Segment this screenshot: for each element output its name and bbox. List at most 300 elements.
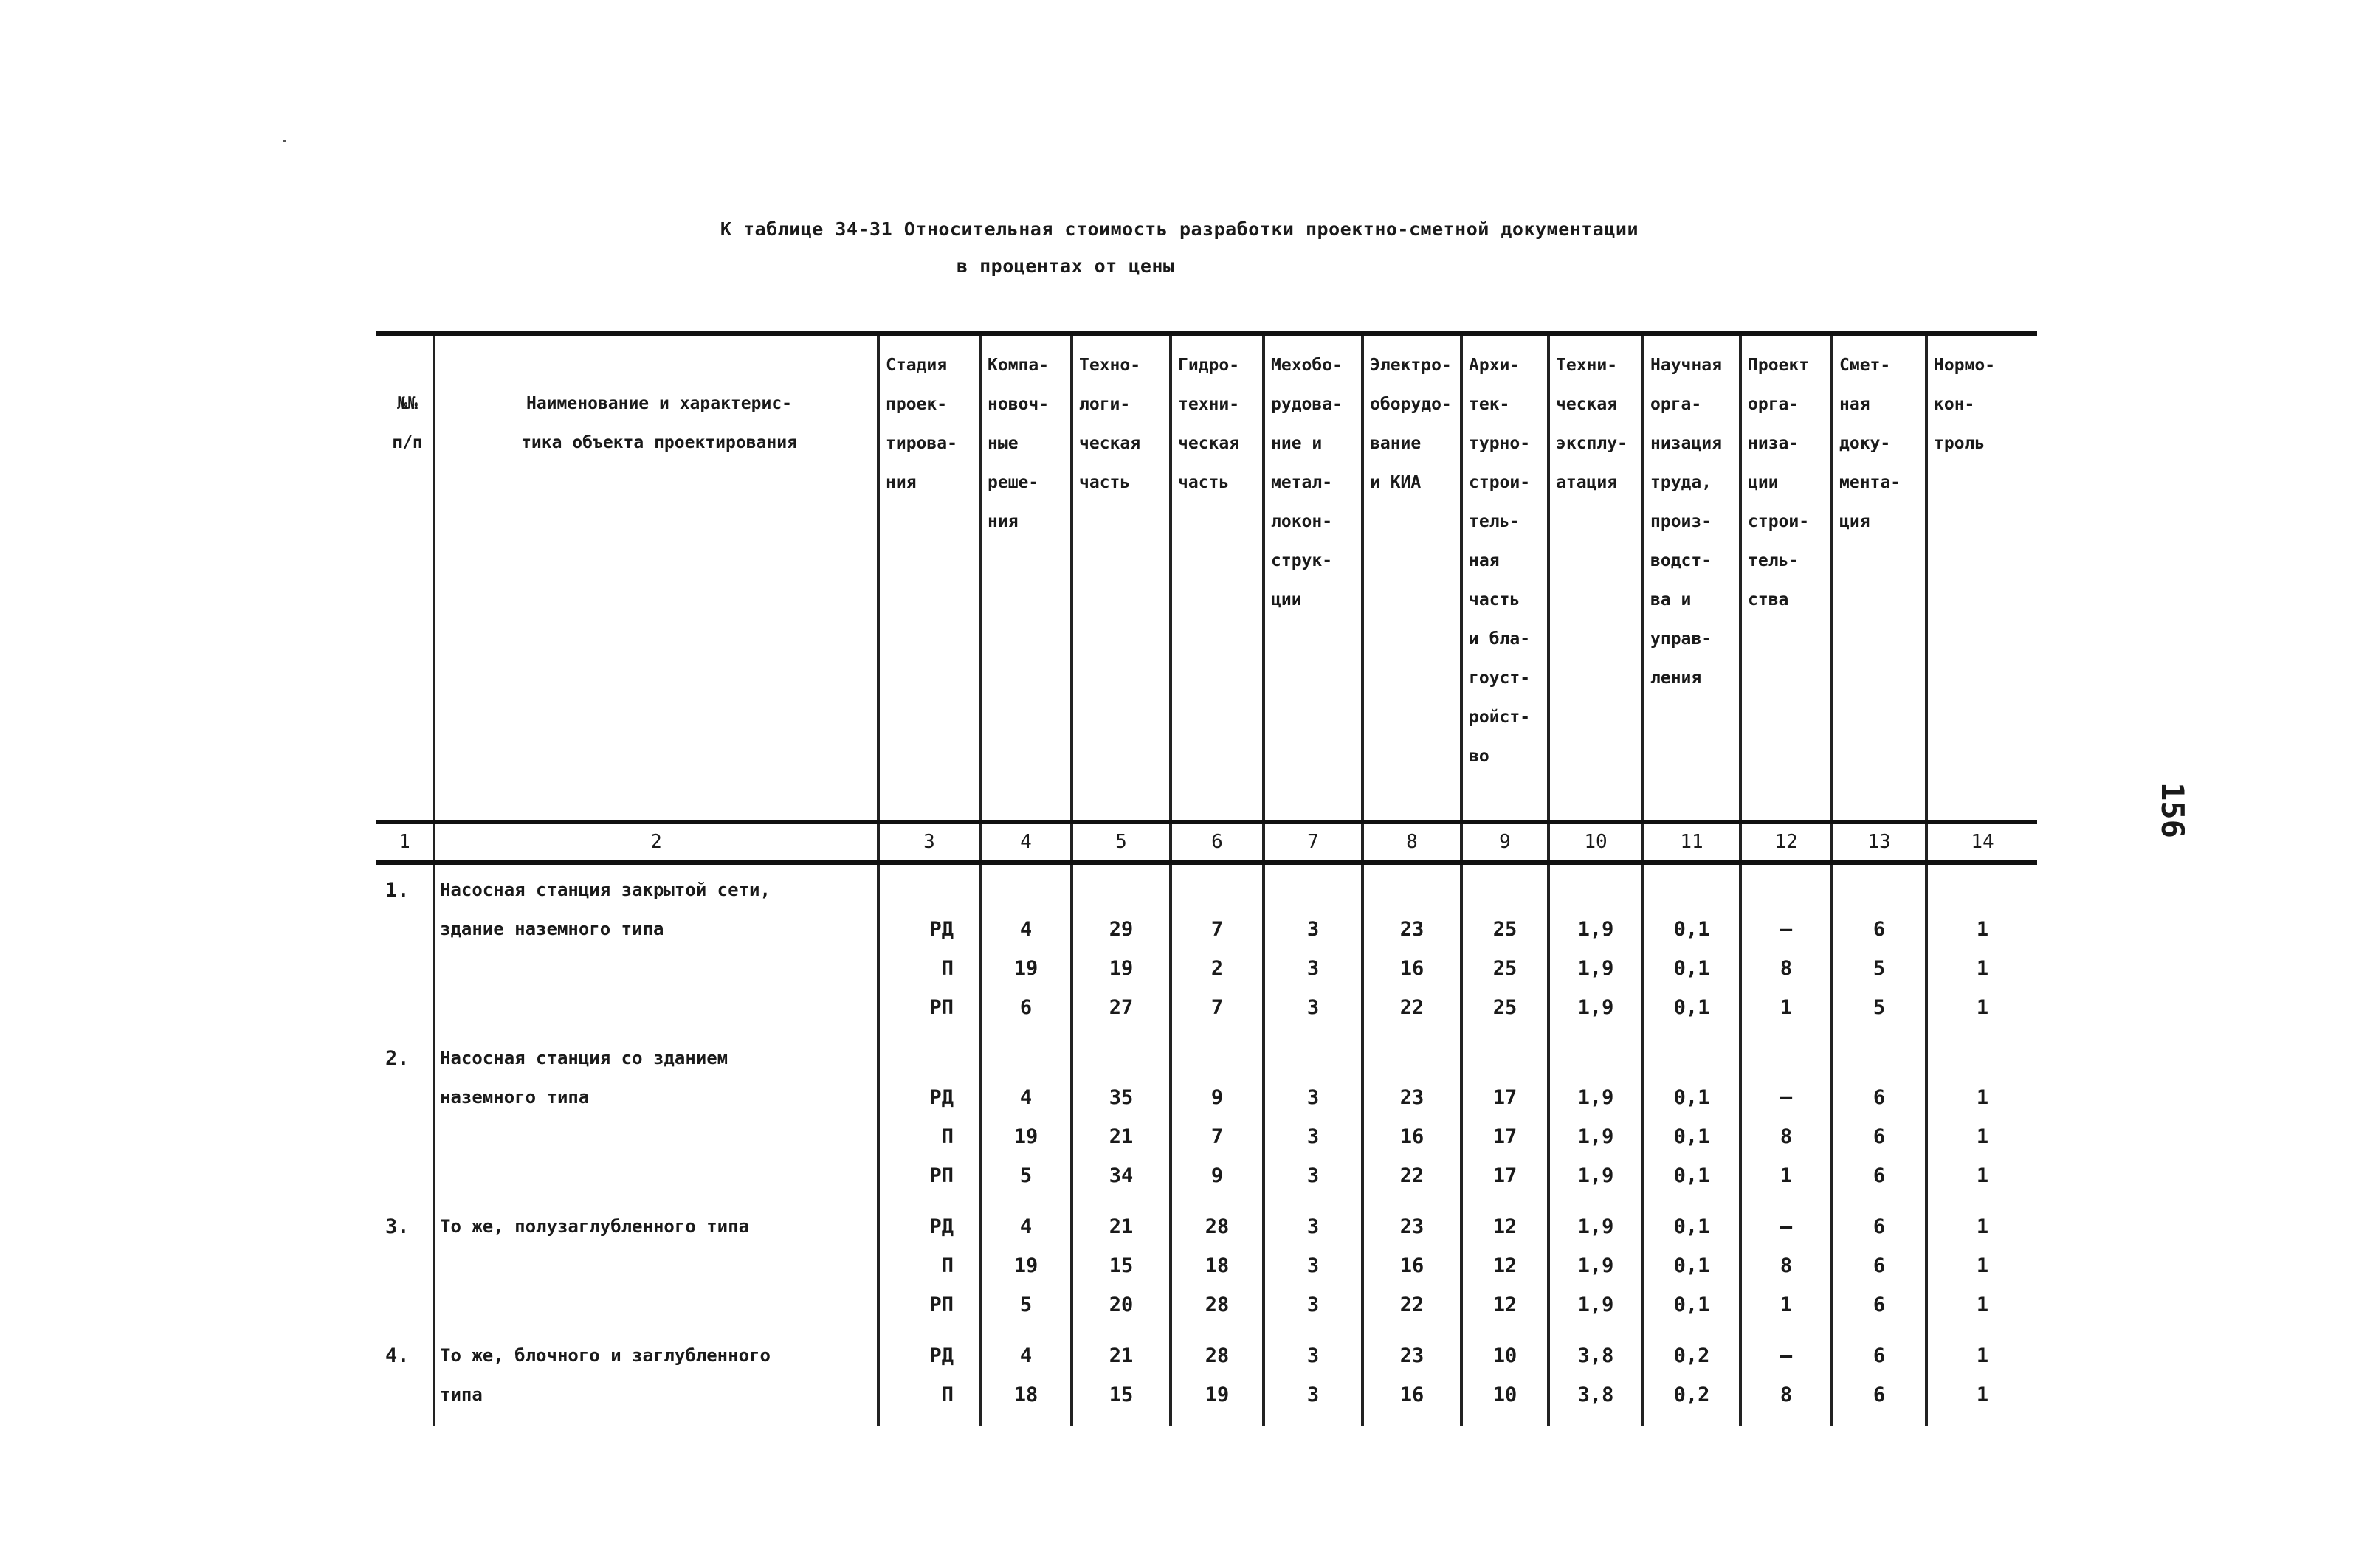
table-row	[376, 988, 2037, 1027]
empty-cell	[1926, 1039, 2037, 1078]
column-number: 9	[1461, 822, 1548, 863]
value-cell: 4	[980, 1336, 1072, 1375]
value-cell: –	[1740, 910, 1832, 949]
empty-cell	[1072, 1039, 1171, 1078]
column-header-line: тирова-	[886, 434, 957, 453]
column-number-row	[376, 822, 2037, 863]
spacer-cell	[1461, 1027, 1548, 1039]
column-header-line: низа-	[1748, 434, 1799, 453]
value-cell: 0,1	[1643, 988, 1740, 1027]
empty-cell	[1926, 871, 2037, 910]
value-cell: 0,1	[1643, 1117, 1740, 1156]
row-number: 1.	[385, 879, 410, 902]
column-number: 12	[1740, 822, 1832, 863]
spacer-cell	[1461, 1415, 1548, 1426]
column-header-line: Электро-	[1370, 356, 1452, 375]
column-header-line: строи-	[1748, 512, 1810, 531]
spacer-cell	[1461, 1195, 1548, 1207]
column-header-line: эксплу-	[1556, 434, 1627, 453]
value-cell: –	[1740, 1078, 1832, 1117]
value-cell: 1	[1740, 1156, 1832, 1195]
column-header-line: локон-	[1271, 512, 1333, 531]
value-cell: 1,9	[1548, 949, 1643, 988]
value-cell: 1,9	[1548, 1207, 1643, 1246]
spacer-cell	[1548, 1195, 1643, 1207]
column-header-9	[1461, 334, 1548, 823]
value-cell: 8	[1740, 949, 1832, 988]
column-header-line: ная	[1469, 551, 1500, 570]
column-number: 1	[376, 822, 434, 863]
column-header-line: доку-	[1839, 434, 1891, 453]
value-cell: 7	[1171, 910, 1264, 949]
empty-cell	[1264, 1039, 1362, 1078]
spacer-cell	[1072, 1027, 1171, 1039]
value-cell: 6	[1832, 1078, 1926, 1117]
table-row	[376, 910, 2037, 949]
row-number: 4.	[385, 1344, 410, 1367]
column-header-line: Гидро-	[1178, 356, 1240, 375]
column-number: 7	[1264, 822, 1362, 863]
spacer-cell	[1832, 1027, 1926, 1039]
column-header-line: рудова-	[1271, 395, 1343, 414]
column-number: 5	[1072, 822, 1171, 863]
value-cell: 0,1	[1643, 1078, 1740, 1117]
column-header-line: тек-	[1469, 395, 1510, 414]
value-cell: 3	[1264, 1156, 1362, 1195]
value-cell: 19	[980, 949, 1072, 988]
value-cell: 6	[1832, 1156, 1926, 1195]
empty-cell	[1171, 871, 1264, 910]
spacer-cell	[1643, 1027, 1740, 1039]
spacer-cell	[980, 1324, 1072, 1336]
value-cell: 7	[1171, 1117, 1264, 1156]
table-row	[376, 1117, 2037, 1156]
row-number	[376, 1285, 434, 1324]
column-number: 14	[1926, 822, 2037, 863]
spacer-cell	[1362, 863, 1461, 871]
empty-cell	[1264, 871, 1362, 910]
spacer-cell	[1264, 1415, 1362, 1426]
value-cell: 1	[1926, 910, 2037, 949]
table-row	[376, 1039, 2037, 1078]
column-header-line: струк-	[1271, 551, 1333, 570]
value-cell: 4	[980, 1207, 1072, 1246]
empty-cell	[878, 871, 980, 910]
empty-cell	[1643, 1039, 1740, 1078]
column-header-line: Нормо-	[1934, 356, 1996, 375]
table-row	[376, 1156, 2037, 1195]
column-header-line: произ-	[1650, 512, 1712, 531]
spacer-cell	[434, 1324, 878, 1336]
value-cell: 1	[1926, 1078, 2037, 1117]
table-row	[376, 1375, 2037, 1415]
design-stage: П	[878, 1246, 980, 1285]
value-cell: –	[1740, 1207, 1832, 1246]
spacer-cell	[1362, 1324, 1461, 1336]
row-number	[376, 949, 434, 988]
spacer-cell	[1264, 863, 1362, 871]
column-header-7	[1264, 334, 1362, 823]
spacer-cell	[878, 1195, 980, 1207]
value-cell: 3	[1264, 1336, 1362, 1375]
column-number: 3	[878, 822, 980, 863]
design-stage: РД	[878, 1078, 980, 1117]
value-cell: 35	[1072, 1078, 1171, 1117]
value-cell: 3	[1264, 1078, 1362, 1117]
spacer-cell	[1832, 1324, 1926, 1336]
value-cell: 9	[1171, 1156, 1264, 1195]
value-cell: 1	[1926, 949, 2037, 988]
column-header-line: низация	[1650, 434, 1722, 453]
value-cell: 12	[1461, 1207, 1548, 1246]
empty-cell	[1832, 871, 1926, 910]
spacer-cell	[376, 1415, 434, 1426]
column-header-14	[1926, 334, 2037, 823]
spacer-cell	[1072, 1324, 1171, 1336]
column-header-line: Компа-	[988, 356, 1050, 375]
spacer-row	[376, 1195, 2037, 1207]
value-cell: 4	[980, 910, 1072, 949]
value-cell: 19	[980, 1246, 1072, 1285]
column-header-line: ная	[1839, 395, 1870, 414]
value-cell: 3	[1264, 910, 1362, 949]
column-header-line: оборудо-	[1370, 395, 1452, 414]
row-number	[376, 988, 434, 1027]
column-header-line: Смет-	[1839, 356, 1891, 375]
value-cell: 1,9	[1548, 1156, 1643, 1195]
spacer-cell	[1643, 1324, 1740, 1336]
spacer-cell	[1740, 1195, 1832, 1207]
value-cell: 1	[1740, 1285, 1832, 1324]
column-number: 10	[1548, 822, 1643, 863]
design-stage: РП	[878, 988, 980, 1027]
value-cell: 28	[1171, 1207, 1264, 1246]
spacer-cell	[1461, 863, 1548, 871]
column-header-line: турно-	[1469, 434, 1531, 453]
value-cell: 5	[1832, 988, 1926, 1027]
value-cell: 0,1	[1643, 949, 1740, 988]
spacer-cell	[1548, 1415, 1643, 1426]
value-cell: 0,1	[1643, 910, 1740, 949]
spacer-row	[376, 863, 2037, 871]
value-cell: 28	[1171, 1285, 1264, 1324]
table-row	[376, 1246, 2037, 1285]
column-header-line: водст-	[1650, 551, 1712, 570]
column-header-line: ройст-	[1469, 708, 1531, 727]
column-header-line: гоуст-	[1469, 669, 1531, 688]
row-number: 3.	[385, 1215, 410, 1238]
value-cell: 23	[1362, 1336, 1461, 1375]
column-header-line: Архи-	[1469, 356, 1520, 375]
column-header-13	[1832, 334, 1926, 823]
value-cell: 1	[1926, 988, 2037, 1027]
design-stage: РП	[878, 1285, 980, 1324]
spacer-cell	[1926, 1027, 2037, 1039]
column-number: 6	[1171, 822, 1264, 863]
object-name	[434, 988, 878, 1027]
value-cell: 17	[1461, 1078, 1548, 1117]
row-number	[376, 1078, 434, 1117]
value-cell: 0,1	[1643, 1207, 1740, 1246]
column-header-line: и КИА	[1370, 473, 1422, 492]
value-cell: 1	[1926, 1117, 2037, 1156]
column-header-line: Научная	[1650, 356, 1722, 375]
value-cell: 19	[980, 1117, 1072, 1156]
table-title: К таблице 34-31 Относительная стоимость разработки проектно-сметной документации	[720, 218, 1639, 240]
value-cell: 6	[1832, 1285, 1926, 1324]
value-cell: 3,8	[1548, 1375, 1643, 1415]
spacer-cell	[376, 1027, 434, 1039]
design-stage: РД	[878, 1207, 980, 1246]
scan-speck	[283, 140, 286, 142]
value-cell: 20	[1072, 1285, 1171, 1324]
value-cell: 15	[1072, 1246, 1171, 1285]
table-row	[376, 1336, 2037, 1375]
spacer-cell	[1548, 863, 1643, 871]
row-number	[376, 1117, 434, 1156]
column-header-line: ва и	[1650, 590, 1692, 609]
column-header-line: проек-	[886, 395, 948, 414]
value-cell: 1	[1740, 988, 1832, 1027]
spacer-cell	[1740, 1415, 1832, 1426]
spacer-cell	[1264, 1324, 1362, 1336]
empty-cell	[1461, 871, 1548, 910]
spacer-cell	[1740, 1324, 1832, 1336]
value-cell: 22	[1362, 1156, 1461, 1195]
design-stage: П	[878, 1375, 980, 1415]
value-cell: 23	[1362, 1207, 1461, 1246]
column-header-line: метал-	[1271, 473, 1333, 492]
spacer-cell	[1832, 863, 1926, 871]
table-subtitle: в процентах от цены	[957, 255, 1175, 277]
value-cell: 25	[1461, 949, 1548, 988]
column-header-line: ства	[1748, 590, 1789, 609]
value-cell: 3	[1264, 1117, 1362, 1156]
column-header-line: Наименование и характерис-	[526, 394, 793, 413]
spacer-cell	[1926, 1324, 2037, 1336]
value-cell: 6	[1832, 1117, 1926, 1156]
value-cell: 3	[1264, 1246, 1362, 1285]
value-cell: 0,2	[1643, 1375, 1740, 1415]
value-cell: 16	[1362, 1375, 1461, 1415]
design-stage: РП	[878, 1156, 980, 1195]
column-header-line: ления	[1650, 669, 1702, 688]
column-header-line: тика объекта проектирования	[521, 433, 797, 452]
column-header-line: троль	[1934, 434, 1985, 453]
value-cell: 22	[1362, 988, 1461, 1027]
empty-cell	[1461, 1039, 1548, 1078]
value-cell: 21	[1072, 1207, 1171, 1246]
column-header-line: тель-	[1469, 512, 1520, 531]
value-cell: 1	[1926, 1156, 2037, 1195]
row-number: 2.	[385, 1047, 410, 1070]
value-cell: 3,8	[1548, 1336, 1643, 1375]
value-cell: 6	[1832, 1375, 1926, 1415]
column-header-line: кон-	[1934, 395, 1975, 414]
object-name	[434, 949, 878, 988]
column-header-line: атация	[1556, 473, 1618, 492]
spacer-cell	[1548, 1324, 1643, 1336]
empty-cell	[1072, 871, 1171, 910]
column-header-line: орга-	[1748, 395, 1799, 414]
column-header-line: вание	[1370, 434, 1422, 453]
empty-cell	[878, 1039, 980, 1078]
column-header-line: Мехобо-	[1271, 356, 1343, 375]
row-number	[376, 1375, 434, 1415]
spacer-cell	[1264, 1195, 1362, 1207]
spacer-cell	[878, 1324, 980, 1336]
value-cell: 17	[1461, 1156, 1548, 1195]
value-cell: 3	[1264, 988, 1362, 1027]
spacer-cell	[1171, 1415, 1264, 1426]
value-cell: 4	[980, 1078, 1072, 1117]
design-stage: П	[878, 1117, 980, 1156]
column-header-line: часть	[1469, 590, 1520, 609]
value-cell: 8	[1740, 1375, 1832, 1415]
value-cell: 29	[1072, 910, 1171, 949]
empty-cell	[980, 1039, 1072, 1078]
column-header-line: ции	[1748, 473, 1779, 492]
empty-cell	[1740, 1039, 1832, 1078]
design-stage: П	[878, 949, 980, 988]
value-cell: 1	[1926, 1375, 2037, 1415]
column-number: 4	[980, 822, 1072, 863]
spacer-cell	[434, 863, 878, 871]
object-name: Насосная станция со зданием	[434, 1039, 878, 1078]
spacer-cell	[1171, 1027, 1264, 1039]
value-cell: 21	[1072, 1117, 1171, 1156]
column-header-line: ческая	[1079, 434, 1141, 453]
value-cell: 1,9	[1548, 1285, 1643, 1324]
value-cell: 0,2	[1643, 1336, 1740, 1375]
value-cell: 5	[980, 1156, 1072, 1195]
column-header-1	[376, 334, 434, 823]
value-cell: 6	[1832, 1336, 1926, 1375]
column-header-line: Стадия	[886, 356, 948, 375]
row-number	[376, 910, 434, 949]
empty-cell	[1643, 871, 1740, 910]
object-name	[434, 1156, 878, 1195]
column-header-line: №№	[397, 394, 418, 413]
column-header-line: ция	[1839, 512, 1870, 531]
table-body	[376, 863, 2037, 1427]
value-cell: 9	[1171, 1078, 1264, 1117]
column-header-line: управ-	[1650, 629, 1712, 649]
value-cell: 12	[1461, 1285, 1548, 1324]
column-header-line: Техни-	[1556, 356, 1618, 375]
spacer-cell	[1072, 1415, 1171, 1426]
column-header-line: ческая	[1178, 434, 1240, 453]
spacer-cell	[1643, 1415, 1740, 1426]
value-cell: 6	[980, 988, 1072, 1027]
column-header-line: ческая	[1556, 395, 1618, 414]
value-cell: 16	[1362, 1246, 1461, 1285]
value-cell: 23	[1362, 1078, 1461, 1117]
spacer-cell	[1926, 1415, 2037, 1426]
value-cell: 3	[1264, 1375, 1362, 1415]
spacer-cell	[376, 863, 434, 871]
spacer-cell	[1740, 863, 1832, 871]
value-cell: 1	[1926, 1246, 2037, 1285]
column-header-line: мента-	[1839, 473, 1901, 492]
spacer-cell	[1832, 1415, 1926, 1426]
spacer-cell	[980, 863, 1072, 871]
column-header-line: часть	[1178, 473, 1230, 492]
column-header-line: реше-	[988, 473, 1039, 492]
value-cell: 8	[1740, 1246, 1832, 1285]
value-cell: 5	[980, 1285, 1072, 1324]
value-cell: 15	[1072, 1375, 1171, 1415]
spacer-cell	[1362, 1027, 1461, 1039]
spacer-cell	[1171, 863, 1264, 871]
value-cell: 3	[1264, 1207, 1362, 1246]
table-row	[376, 1078, 2037, 1117]
spacer-cell	[1264, 1027, 1362, 1039]
table-row	[376, 1207, 2037, 1246]
column-header-line: часть	[1079, 473, 1131, 492]
value-cell: 2	[1171, 949, 1264, 988]
column-header-line: логи-	[1079, 395, 1131, 414]
column-header-10	[1548, 334, 1643, 823]
column-header-line: новоч-	[988, 395, 1050, 414]
column-number: 13	[1832, 822, 1926, 863]
spacer-cell	[1740, 1027, 1832, 1039]
spacer-cell	[376, 1195, 434, 1207]
value-cell: 21	[1072, 1336, 1171, 1375]
value-cell: 1	[1926, 1336, 2037, 1375]
value-cell: 1	[1926, 1285, 2037, 1324]
value-cell: 17	[1461, 1117, 1548, 1156]
table-row	[376, 871, 2037, 910]
value-cell: 16	[1362, 1117, 1461, 1156]
value-cell: 1,9	[1548, 910, 1643, 949]
value-cell: 8	[1740, 1117, 1832, 1156]
spacer-row	[376, 1324, 2037, 1336]
empty-cell	[1740, 871, 1832, 910]
empty-cell	[980, 871, 1072, 910]
value-cell: 5	[1832, 949, 1926, 988]
spacer-cell	[1548, 1027, 1643, 1039]
column-number: 11	[1643, 822, 1740, 863]
column-header-4	[980, 334, 1072, 823]
column-number: 8	[1362, 822, 1461, 863]
spacer-cell	[980, 1195, 1072, 1207]
column-header-line: во	[1469, 747, 1489, 766]
column-header-6	[1171, 334, 1264, 823]
column-number: 2	[434, 822, 878, 863]
object-name	[434, 1246, 878, 1285]
value-cell: 28	[1171, 1336, 1264, 1375]
value-cell: 23	[1362, 910, 1461, 949]
column-header-5	[1072, 334, 1171, 823]
value-cell: 19	[1072, 949, 1171, 988]
value-cell: 0,1	[1643, 1246, 1740, 1285]
spacer-row	[376, 1027, 2037, 1039]
empty-cell	[1362, 1039, 1461, 1078]
column-header-line: строи-	[1469, 473, 1531, 492]
value-cell: 25	[1461, 988, 1548, 1027]
value-cell: 1	[1926, 1207, 2037, 1246]
row-number	[376, 1156, 434, 1195]
spacer-cell	[1072, 1195, 1171, 1207]
empty-cell	[1171, 1039, 1264, 1078]
object-name	[434, 1285, 878, 1324]
value-cell: 6	[1832, 1207, 1926, 1246]
cost-table	[376, 331, 2037, 1426]
spacer-cell	[1643, 863, 1740, 871]
column-header-line: тель-	[1748, 551, 1799, 570]
value-cell: 10	[1461, 1375, 1548, 1415]
